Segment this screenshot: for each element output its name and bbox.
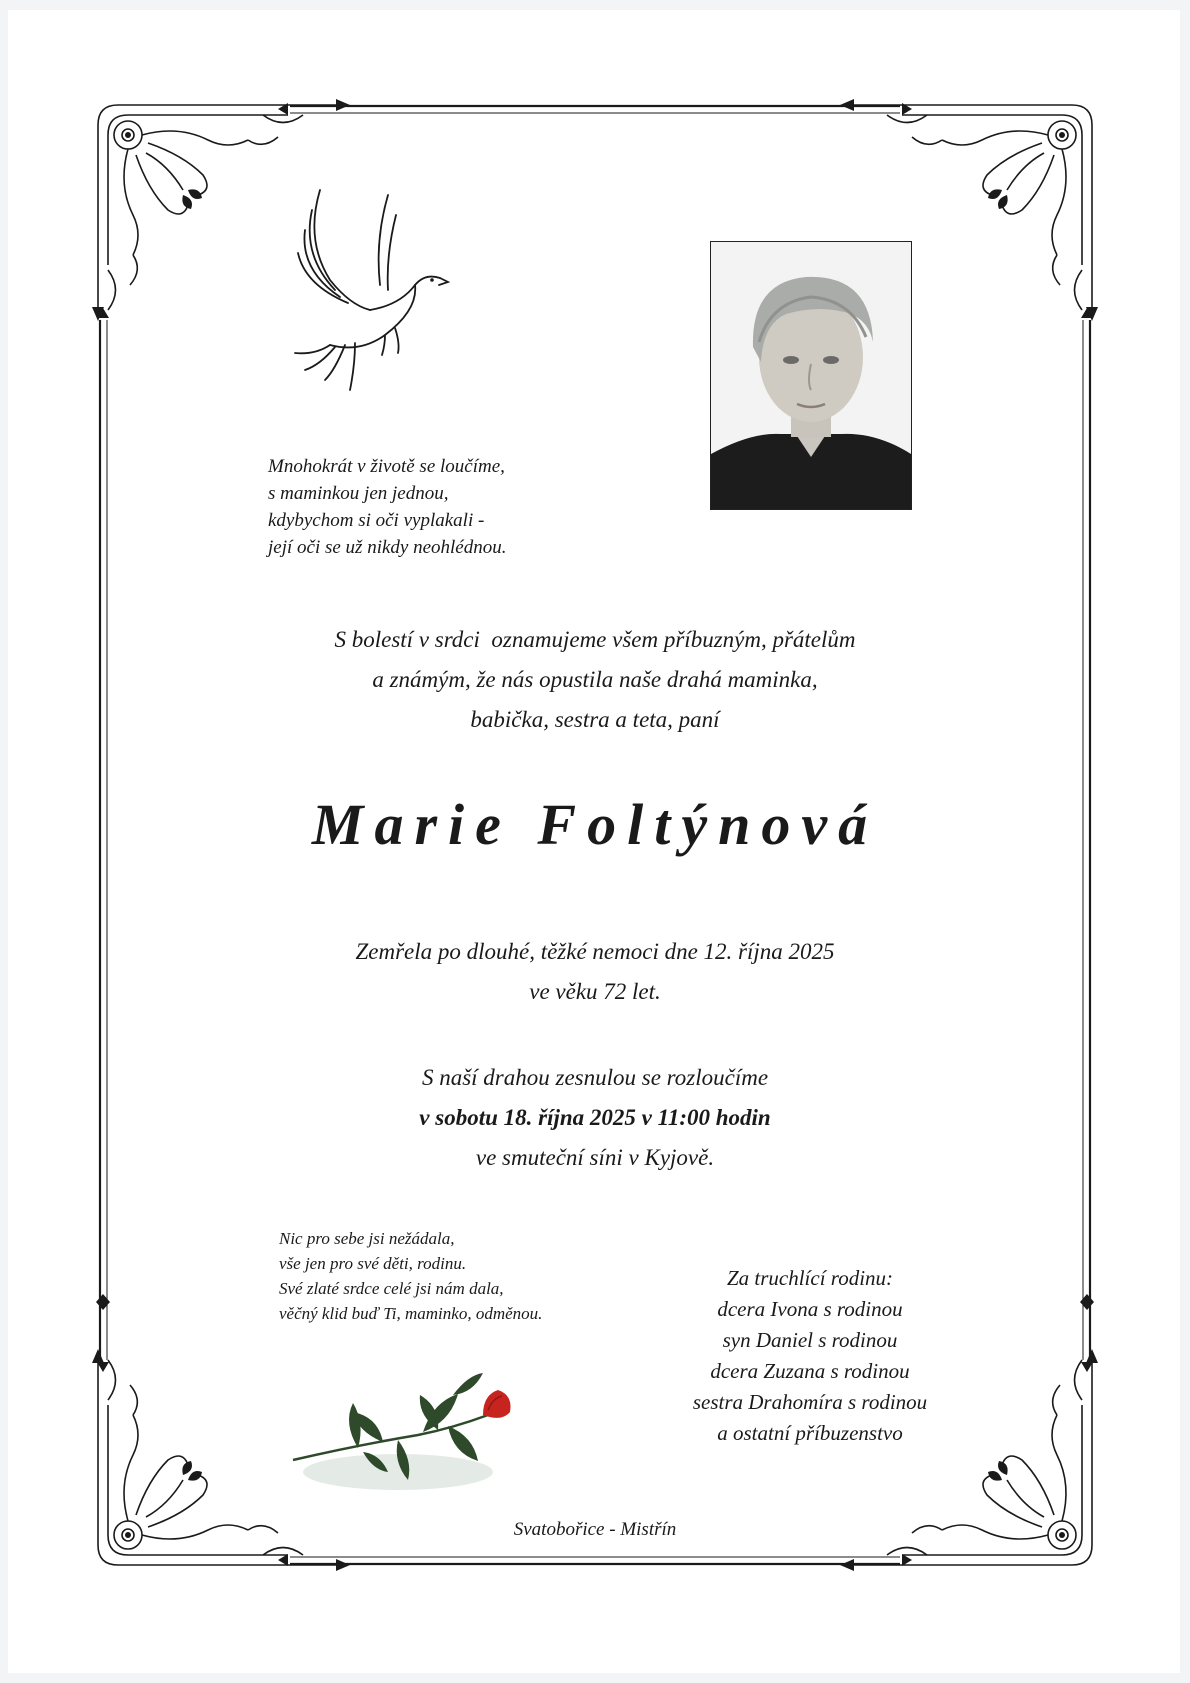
verse-line: Nic pro sebe jsi nežádala, (279, 1229, 455, 1248)
farewell-venue: ve smuteční síni v Kyjově. (475, 1145, 715, 1170)
death-line: ve věku 72 let. (529, 979, 661, 1004)
mourner-line: a ostatní příbuzenstvo (717, 1421, 903, 1445)
epigraph-line: Mnohokrát v životě se loučíme, (268, 456, 505, 477)
mourners-list (640, 1263, 980, 1449)
farewell-intro: S naší drahou zesnulou se rozloučíme (421, 1065, 769, 1090)
mourner-line: dcera Zuzana s rodinou (710, 1359, 910, 1383)
mourner-line: sestra Drahomíra s rodinou (692, 1390, 928, 1414)
portrait-photo (710, 241, 912, 510)
mourner-line: dcera Ivona s rodinou (717, 1297, 903, 1321)
announcement-line: babička, sestra a teta, paní (470, 707, 720, 732)
announcement (200, 620, 990, 740)
epigraph-line: její oči se už nikdy neohlédnou. (268, 537, 507, 558)
death-details (200, 932, 990, 1012)
rose-icon (288, 1360, 538, 1500)
deceased-name: Marie Foltýnová (311, 792, 879, 857)
epigraph-line: s maminkou jen jednou, (268, 483, 449, 504)
mourner-line: syn Daniel s rodinou (722, 1328, 898, 1352)
announcement-line: S bolestí v srdci oznamujeme všem příbuzným, přátelům (334, 627, 856, 652)
memorial-verse (279, 1226, 639, 1326)
verse-line: Své zlaté srdce celé jsi nám dala, (279, 1279, 504, 1298)
epigraph-poem (268, 453, 588, 561)
portrait-icon (711, 242, 911, 509)
farewell-details (200, 1058, 990, 1178)
footer-places: Svatobořice - Mistřín (513, 1519, 677, 1540)
farewell-datetime: v sobotu 18. října 2025 v 11:00 hodin (419, 1105, 771, 1130)
epigraph-line: kdybychom si oči vyplakali - (268, 510, 485, 531)
death-line: Zemřela po dlouhé, těžké nemoci dne 12. října 2025 (355, 939, 835, 964)
dove-icon (290, 185, 450, 400)
verse-line: vše jen pro své děti, rodinu. (279, 1254, 467, 1273)
announcement-line: a známým, že nás opustila naše drahá maminka, (372, 667, 818, 692)
mourners-heading: Za truchlící rodinu: (726, 1266, 894, 1290)
verse-line: věčný klid buď Ti, maminko, odměnou. (279, 1304, 543, 1323)
